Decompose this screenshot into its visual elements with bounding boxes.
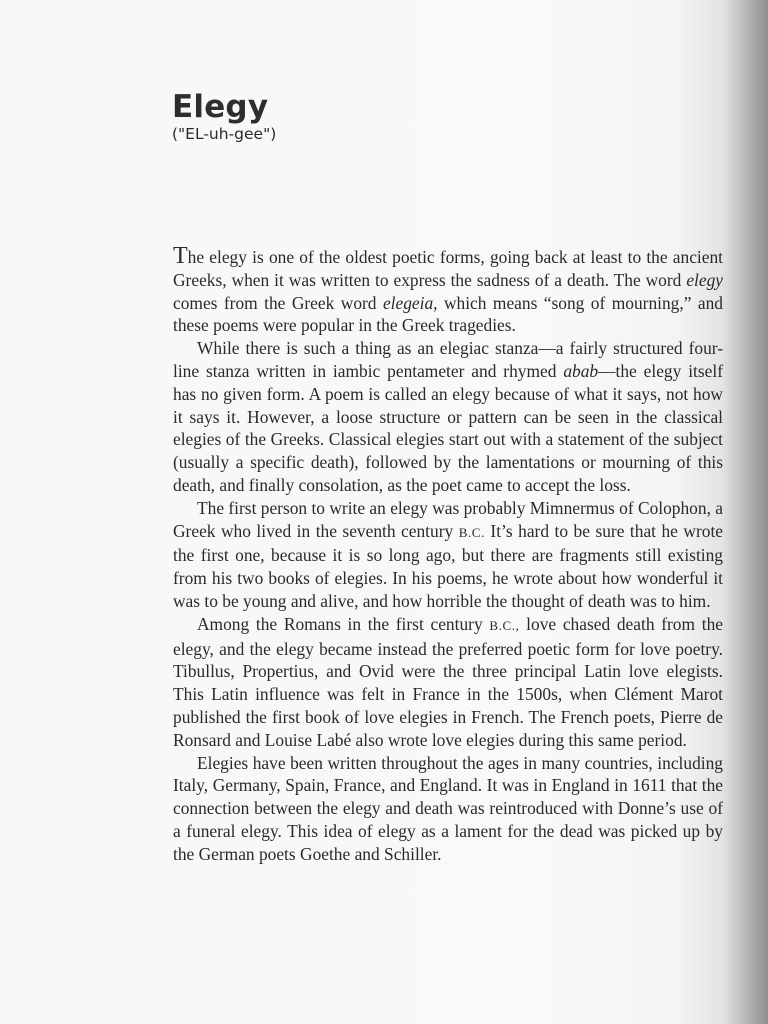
- body-paragraph: [173, 243, 723, 337]
- entry-title: Elegy: [172, 89, 269, 125]
- entry-heading: [172, 90, 276, 144]
- text-run: Among the Romans in the first century: [197, 613, 490, 634]
- body-paragraph: [173, 337, 723, 497]
- era-abbreviation: B.C.,: [489, 617, 520, 633]
- text-run: The first person to write an elegy was probably Mimnermus of Colophon, a Greek who lived in the seventh century: [173, 497, 723, 541]
- text-run: —the elegy itself has no given form. A poem is called an elegy because of what it says, not how it says it. However, a loose structure or pattern can be seen in the classical elegies of the Greeks. Classical elegies start out with a statement of the subject (usually a specific death), followed by the lamentations or mourning of this death, and finally consolation, as the poet came to accept the loss.: [173, 360, 723, 495]
- text-run: It’s hard to be sure that he wrote the first one, because it is so long ago, but there are fragments still existing from his two books of elegies. In his poems, he wrote about how wonderful it was to be young and alive, and how horrible the thought of death was to him.: [173, 520, 723, 611]
- body-paragraph: [173, 752, 723, 866]
- entry-body: [173, 243, 723, 866]
- italic-term: elegy: [686, 269, 723, 290]
- text-run: love chased death from the elegy, and the elegy became instead the preferred poetic form for love poetry. Tibullus, Propertius, and Ovid were the three principal Latin love elegists. This Latin influence was felt in France in the 1500s, when Clément Marot published the first book of love elegies in French. The French poets, Pierre de Ronsard and Louise Labé also wrote love elegies during this same period.: [173, 613, 723, 750]
- italic-term: elegeia,: [382, 292, 438, 313]
- text-run: While there is such a thing as an elegiac stanza—a fairly structured four-line stanza written in iambic pentameter and rhymed: [173, 338, 723, 381]
- initial-letter: T: [173, 243, 188, 269]
- body-paragraph: [173, 497, 723, 613]
- text-run: comes from the Greek word: [173, 292, 383, 313]
- pronunciation-guide: ("EL-uh-gee"): [172, 125, 277, 143]
- text-run: which means “song of mourning,” and these poems were popular in the Greek tragedies.: [173, 292, 723, 336]
- text-run: he elegy is one of the oldest poetic forms, going back at least to the ancient Greeks, when it was written to express the sadness of a death. The word: [173, 247, 723, 290]
- text-run: Elegies have been written throughout the ages in many countries, including Italy, Germany, Spain, France, and England. It was in England in 1611 that the connection between the elegy and death was reintroduced with Donne’s use of a funeral elegy. This idea of elegy as a lament for the dead was picked up by the German poets Goethe and Schiller.: [173, 752, 723, 864]
- body-paragraph: [173, 613, 723, 752]
- era-abbreviation: B.C.: [458, 524, 485, 540]
- italic-term: abab: [563, 360, 599, 381]
